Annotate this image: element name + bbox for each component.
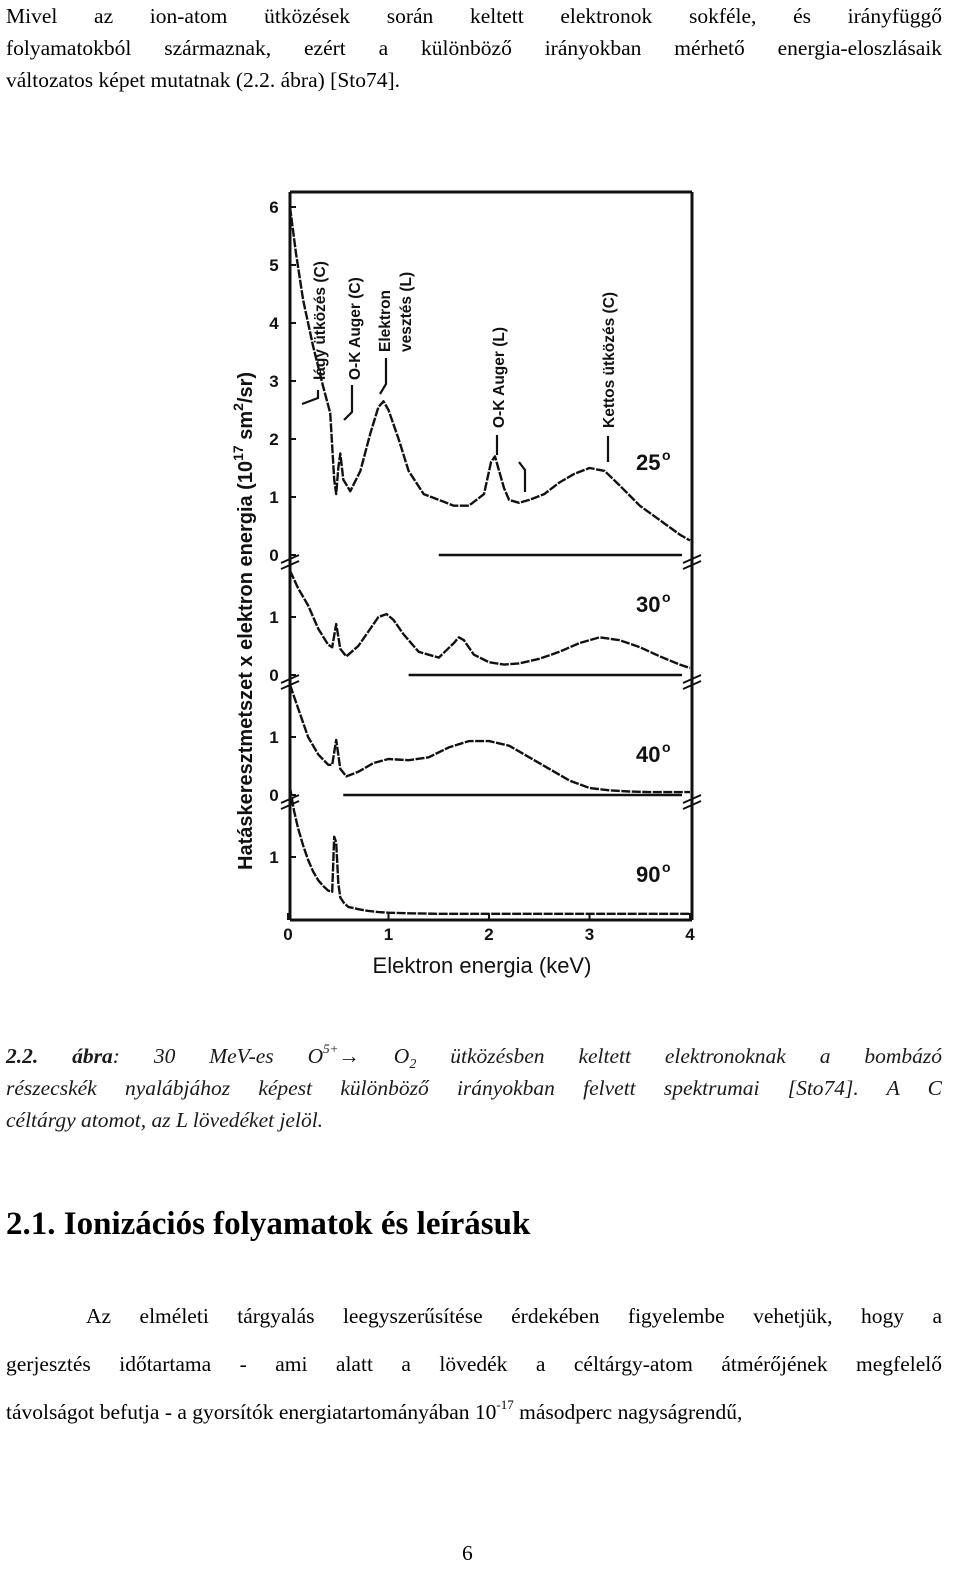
series-line: [290, 571, 690, 668]
y-tick-label: 6: [269, 198, 279, 217]
y-tick-label: 5: [269, 256, 279, 275]
series-line: [290, 685, 690, 792]
annotation-pointer: [302, 390, 318, 404]
x-tick-label: 3: [584, 925, 595, 944]
chart-ticks: [269, 198, 701, 944]
annotation-label: Kettos ütközés (C): [601, 291, 618, 428]
series-label: 90: [636, 862, 661, 887]
spectra-chart: [222, 180, 722, 985]
y-tick-label: 1: [269, 488, 279, 507]
body-line: Az elméleti tárgyalás leegyszerűsítése érdekében figyelembe vehetjük, hogy a: [86, 1304, 942, 1328]
x-tick-label: 1: [383, 925, 394, 944]
ion-charge: 5+: [323, 1041, 339, 1056]
series-degree: o: [662, 589, 671, 605]
y-tick-label: 0: [269, 786, 279, 805]
figure-caption: [6, 1040, 942, 1136]
y-tick-label: 3: [269, 372, 279, 391]
caption-line: részecskék nyalábjához képest különböző irányokban felvett spektrumai [Sto74]. A C: [6, 1076, 942, 1100]
section-heading: 2.1. Ionizációs folyamatok és leírásuk: [6, 1206, 531, 1242]
y-tick-label: 1: [269, 848, 279, 867]
x-tick-label: 2: [484, 925, 494, 944]
x-tick-label: 4: [685, 925, 695, 944]
x-axis-title: Elektron energia (keV): [372, 953, 592, 978]
annotation-pointer: [380, 358, 386, 394]
annotation-label: O-K Auger (C): [347, 277, 364, 380]
spectra-figure: [222, 180, 722, 985]
chart-labels: [230, 261, 671, 978]
y-axis-title-part: Hatáskeresztmetszet x elektron energia (10: [235, 460, 257, 870]
annotation-label: lágy ütközés (C): [312, 261, 329, 380]
page-number: 6: [462, 1541, 473, 1565]
annotation-label: Elektron: [377, 289, 394, 352]
y-tick-label: 0: [269, 546, 279, 565]
series-degree: o: [662, 447, 671, 463]
x-tick-label: 0: [283, 925, 293, 944]
annotation-label: O-K Auger (L): [491, 326, 508, 428]
series-line: [290, 787, 690, 913]
caption-line: 2.2. ábra: 30 MeV-es $O^{5+}\to O_2$ ütközésben keltett elektronoknak a bombázó: [6, 1041, 943, 1072]
y-tick-label: 0: [269, 666, 279, 685]
reaction-arrow: →: [338, 1044, 360, 1068]
annotation-pointer: [519, 462, 525, 492]
caption-label: 2.2. ábra: [6, 1044, 113, 1068]
intro-line: változatos képet mutatnak (2.2. ábra) [Sto74].: [6, 68, 401, 92]
intro-paragraph: [6, 0, 942, 96]
y-axis-title-part: /sr): [235, 371, 257, 404]
annotation-pointer: [344, 385, 352, 420]
series-degree: o: [662, 739, 671, 755]
y-tick-label: 2: [269, 430, 279, 449]
caption-line: céltárgy atomot, az L lövedéket jelöl.: [6, 1108, 324, 1132]
intro-line: Mivel az ion-atom ütközések során keltett elektronok sokféle, és irányfüggő: [6, 4, 942, 28]
annotation-label: vesztés (L): [398, 271, 415, 352]
y-tick-label: 1: [269, 608, 279, 627]
body-line: gerjesztés időtartama - ami alatt a lövedék a céltárgy-atom átmérőjének megfelelő: [6, 1352, 942, 1376]
series-label: 25: [636, 450, 661, 475]
y-axis-title-part: sm: [235, 410, 257, 446]
intro-line: folyamatokból származnak, ezért a különböző irányokban mérhető energia-eloszlásaik: [6, 36, 942, 60]
series-degree: o: [662, 859, 671, 875]
y-axis-title-part: 2: [230, 403, 246, 411]
y-axis-title-part: 17: [230, 445, 246, 461]
y-tick-label: 4: [269, 314, 279, 333]
series-label: 40: [636, 742, 661, 767]
y-tick-label: 1: [269, 728, 279, 747]
series-label: 30: [636, 592, 661, 617]
body-paragraph: [6, 1292, 942, 1436]
body-line: távolságot befutja - a gyorsítók energiatartományában $10^{-17}$ másodperc nagyságrendű,: [6, 1397, 743, 1424]
y-axis-title: [230, 372, 257, 870]
